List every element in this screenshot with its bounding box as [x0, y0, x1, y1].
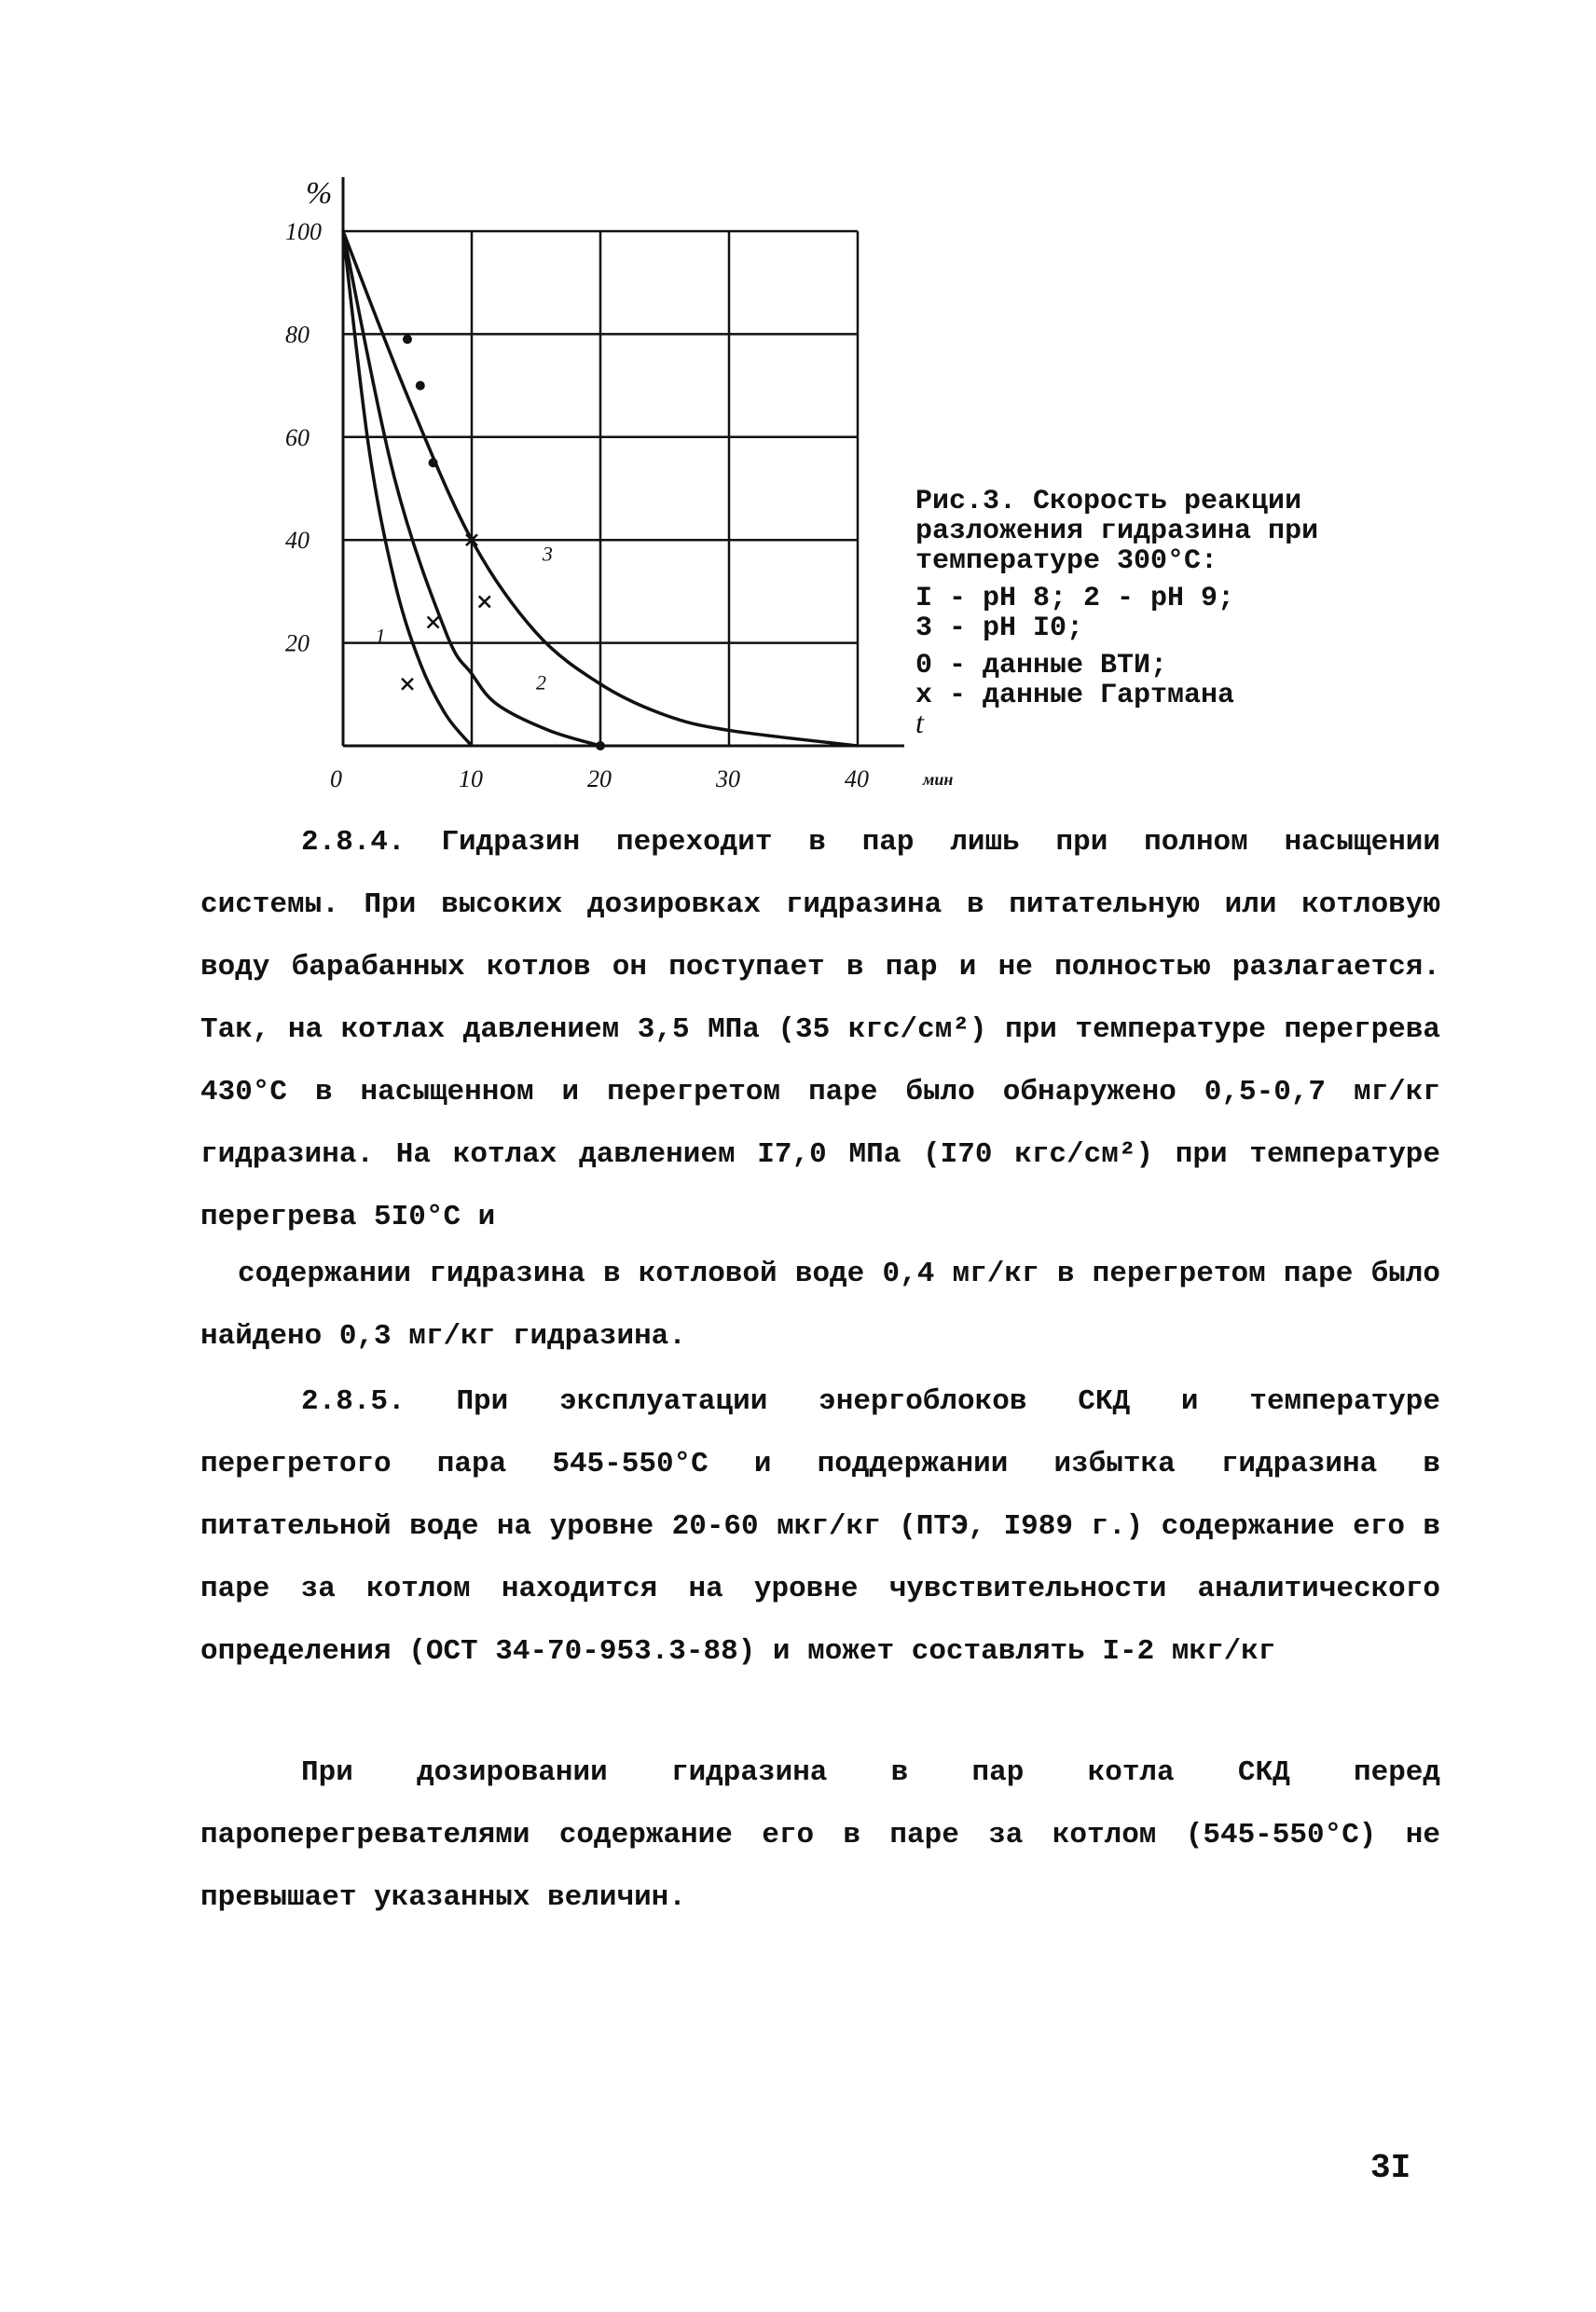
y-tick-label: 100 — [285, 218, 322, 245]
marker-vti-point — [403, 335, 412, 344]
x-tick-label: 40 — [845, 765, 869, 792]
paragraph-2-8-4-continued: содержании гидразина в котловой воде 0,4 мг/кг в перегретом паре было найдено 0,3 мг/кг гидразина. — [200, 1258, 1440, 1353]
x-tick-label: 20 — [587, 765, 612, 792]
x-tick-label: 30 — [716, 765, 740, 792]
caption-legend-4: х - данные Гартмана — [915, 680, 1235, 711]
x-axis-unit: мин — [923, 770, 954, 789]
x-tick-label: 10 — [459, 765, 483, 792]
curve-ph-1 — [343, 231, 472, 746]
curve-label-1: 1 — [375, 624, 386, 648]
y-tick-label: 20 — [285, 629, 310, 657]
caption-legend-3: 0 - данные ВТИ; — [915, 650, 1168, 681]
page-number: 3I — [1370, 2149, 1411, 2187]
marker-vti-point — [429, 458, 438, 467]
y-axis-label: % — [306, 176, 333, 211]
curve-label-3: 3 — [542, 542, 553, 566]
marker-hartmann-point — [428, 617, 439, 628]
paragraph-2-8-5: 2.8.5. При эксплуатации энергоблоков СКД и температуре перегретого пара 545-550°С и поддержании избытка гидразина в питательной воде на уровне 20-60 мкг/кг (ПТЭ, I989 г.) содержание его в паре за котлом находится на уровне чувствительности аналитического определения (ОСТ 34-70-953.3-88) и может составлять I-2 мкг/кг — [200, 1385, 1440, 1668]
y-tick-label: 80 — [285, 321, 310, 349]
caption-title: Рис.3. Скорость реакции разложения гидразина при температуре 300°С: — [915, 486, 1319, 577]
curve-label-2: 2 — [536, 670, 546, 695]
figure-decomposition-chart — [280, 158, 954, 792]
marker-vti-point — [596, 741, 605, 750]
y-tick-label: 40 — [285, 527, 310, 555]
x-axis-label: t — [915, 706, 924, 739]
marker-hartmann-point — [402, 679, 413, 690]
paragraph-dosing: При дозировании гидразина в пар котла СКД перед пароперегревателями содержание его в паре за котлом (545-550°С) не превышает указанных величин. — [200, 1756, 1440, 1914]
chart — [280, 158, 954, 792]
marker-hartmann-point — [479, 596, 490, 607]
caption-legend-1: I - рН 8; 2 - рН 9; — [915, 583, 1235, 614]
figure-caption — [915, 487, 1456, 718]
caption-legend-2: 3 - рН I0; — [915, 612, 1084, 644]
y-tick-label: 60 — [285, 423, 310, 451]
marker-vti-point — [416, 381, 425, 391]
x-tick-label: 0 — [330, 765, 342, 792]
paragraph-2-8-4: 2.8.4. Гидразин переходит в пар лишь при полном насыщении системы. При высоких дозировках гидразина в питательную или котловую воду барабанных котлов он поступает в пар и не полностью разлагается. Так, на котлах давлением 3,5 МПа (35 кгс/см²) при температуре перегрева 430°С в насыщенном и перегретом паре было обнаружено 0,5-0,7 мг/кг гидразина. На котлах давлением I7,0 МПа (I70 кгс/см²) при температуре перегрева 5I0°С и — [200, 826, 1440, 1233]
